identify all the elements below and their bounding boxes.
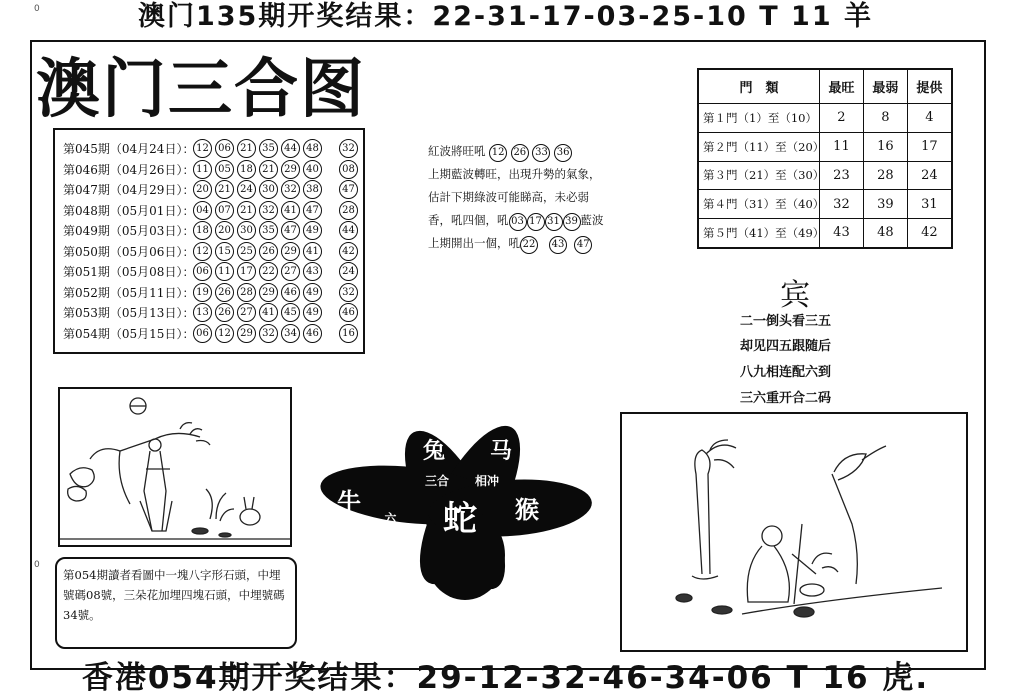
history-number: 26 [215,283,234,302]
history-number: 41 [303,242,322,261]
zodiac-trine-label: 三合 [425,474,450,488]
history-row [63,179,361,200]
history-number: 27 [237,303,256,322]
door-value-cell: 28 [863,161,907,190]
advice-line-5 [428,232,648,255]
poem-line: 二一倒头看三五 [740,314,832,329]
history-number: 06 [193,324,212,343]
advice-line-2: 上期藍波轉旺，出現升勢的氣象， [428,167,601,181]
history-number: 11 [193,160,212,179]
history-special-number: 46 [339,303,358,322]
advice-num: 43 [549,236,567,254]
history-row [63,282,361,303]
door-value-cell: 24 [907,161,952,190]
corner-mark-left: 0 [34,560,40,570]
history-row [63,138,361,159]
history-number: 06 [215,139,234,158]
history-row-label: 第052期（05月11日）： [63,285,195,300]
history-number: 21 [237,139,256,158]
history-number: 21 [259,160,278,179]
history-number: 11 [215,262,234,281]
history-special-number: 42 [339,242,358,261]
advice-line-4 [428,209,648,232]
door-value-cell: 8 [863,104,907,133]
history-number: 15 [215,242,234,261]
door-range-cell: 第１門（1）至（10） [698,104,820,133]
history-number: 49 [303,221,322,240]
history-special-number: 24 [339,262,358,281]
door-range-cell: 第４門（31）至（40） [698,190,820,219]
history-row-label: 第045期（04月24日）： [63,142,195,156]
history-number: 44 [281,139,300,158]
advice-num: 26 [511,144,529,162]
door-value-cell: 43 [820,218,864,248]
door-value-cell: 17 [907,132,952,161]
advice-block [428,140,648,255]
history-row [63,302,361,323]
history-number: 29 [281,242,300,261]
history-number: 46 [281,283,300,302]
history-row-label: 第049期（05月03日）： [63,224,195,238]
history-row-label: 第051期（05月08日）： [63,265,195,279]
history-number: 19 [193,283,212,302]
door-value-cell: 16 [863,132,907,161]
reader-note-box [55,557,297,649]
history-number: 07 [215,201,234,220]
door-value-cell: 39 [863,190,907,219]
door-table-row [698,190,952,219]
reader-note: 第054期讀者看圖中一塊八字形石頭，中埋號碼08號，三朵花加埋四塊石頭，中埋號碼34號。 [63,568,285,622]
history-number: 35 [259,221,278,240]
history-row-label: 第046期（04月26日）： [63,162,195,177]
history-number: 41 [259,303,278,322]
history-number: 40 [303,160,322,179]
history-special-number: 47 [339,180,358,199]
history-number: 25 [237,242,256,261]
advice-line-3: 估計下期綠波可能睇高，未必弱 [428,190,589,204]
zodiac-horse: 马 [490,439,513,464]
history-number: 32 [281,180,300,199]
illustration-child-trees-drawing [622,414,966,650]
history-number: 49 [303,283,322,302]
door-value-cell: 4 [907,104,952,133]
history-number: 20 [193,180,212,199]
footer-result: 香港054期开奖结果：29-12-32-46-34-06 T 16 虎. [81,660,930,696]
advice-line-4-suffix: 藍波 [580,213,604,227]
poem-line: 却见四五跟随后 [740,339,832,354]
history-row [63,241,361,262]
advice-line-4-text: 香，吼四個，吼 [428,213,509,227]
door-table-header-cell: 最旺 [820,69,864,104]
history-number: 18 [193,221,212,240]
history-number: 21 [237,201,256,220]
advice-num: 39 [563,213,581,231]
zodiac-monkey: 猴 [515,496,539,524]
advice-num: 22 [520,236,538,254]
history-number: 32 [259,201,278,220]
history-row-label: 第053期（05月13日）： [63,306,195,320]
history-number: 04 [193,201,212,220]
history-number: 21 [215,180,234,199]
door-table-header [698,69,952,104]
door-table-header-cell: 門 類 [698,69,820,104]
door-table-header-cell: 最弱 [863,69,907,104]
history-row [63,159,361,180]
advice-num: 33 [532,144,550,162]
door-value-cell: 48 [863,218,907,248]
history-number: 20 [215,221,234,240]
history-special-number: 44 [339,221,358,240]
door-table-row [698,218,952,248]
door-value-cell: 23 [820,161,864,190]
advice-line-1 [428,140,648,163]
history-number: 45 [281,303,300,322]
history-number: 12 [193,139,212,158]
history-row [63,220,361,241]
history-number: 13 [193,303,212,322]
history-number: 12 [215,324,234,343]
illustration-girl-rabbit [58,387,292,547]
illustration-child-trees [620,412,968,652]
door-range-cell: 第３門（21）至（30） [698,161,820,190]
zodiac-ox: 牛 [337,488,361,516]
door-table-header-cell: 提供 [907,69,952,104]
advice-num: 47 [574,236,592,254]
history-row-label: 第054期（05月15日）： [63,326,195,341]
history-number: 46 [303,324,322,343]
history-row-label: 第050期（05月06日）： [63,244,195,259]
history-number: 29 [237,324,256,343]
history-special-number: 32 [339,283,358,302]
poem-title: 宾 [780,278,810,313]
door-range-cell: 第２門（11）至（20） [698,132,820,161]
advice-line-1-text: 紅波將旺吼 [428,144,486,158]
history-number: 41 [281,201,300,220]
door-value-cell: 31 [907,190,952,219]
door-value-cell: 32 [820,190,864,219]
door-value-cell: 42 [907,218,952,248]
zodiac-clash-label: 相冲 [475,474,500,488]
history-special-number: 32 [339,139,358,158]
door-table-row [698,104,952,133]
advice-num: 17 [527,213,545,231]
history-number: 38 [303,180,322,199]
history-number: 47 [281,221,300,240]
illustration-girl-rabbit-drawing [60,389,290,545]
history-row [63,323,361,344]
zodiac-flower [315,390,595,600]
history-number: 35 [259,139,278,158]
history-number: 06 [193,262,212,281]
history-special-number: 16 [339,324,358,343]
door-value-cell: 11 [820,132,864,161]
header-result: 澳门135期开奖结果：22-31-17-03-25-10 T 11 羊 [137,1,874,32]
history-number: 32 [259,324,278,343]
history-number: 26 [215,303,234,322]
door-value-cell: 2 [820,104,864,133]
history-special-number: 08 [339,160,358,179]
zodiac-snake: 蛇 [443,499,477,539]
history-number: 17 [237,262,256,281]
corner-mark-top: 0 [34,4,40,14]
history-number: 29 [259,283,278,302]
history-number: 49 [303,303,322,322]
history-special-number: 28 [339,201,358,220]
history-number: 18 [237,160,256,179]
history-number: 30 [259,180,278,199]
history-number: 22 [259,262,278,281]
advice-line-5-text: 上期開出一個，吼 [428,236,520,250]
history-number: 47 [303,201,322,220]
history-number: 48 [303,139,322,158]
history-number: 26 [259,242,278,261]
history-box [53,128,365,354]
history-row [63,261,361,282]
door-table [697,68,953,249]
history-row-label: 第048期（05月01日）： [63,203,195,218]
history-number: 12 [193,242,212,261]
zodiac-rabbit: 兔 [423,439,446,464]
history-number: 05 [215,160,234,179]
history-number: 27 [281,262,300,281]
door-table-row [698,161,952,190]
poem-line: 八九相连配六到 [740,365,832,380]
advice-num: 03 [509,213,527,231]
history-number: 29 [281,160,300,179]
poem-line: 三六重开合二码 [740,391,832,406]
history-number: 30 [237,221,256,240]
advice-num: 36 [554,144,572,162]
history-number: 28 [237,283,256,302]
door-range-cell: 第５門（41）至（49） [698,218,820,248]
history-number: 43 [303,262,322,281]
history-row-label: 第047期（04月29日）： [63,183,195,197]
history-row [63,200,361,221]
history-number: 34 [281,324,300,343]
door-table-row [698,132,952,161]
advice-num: 31 [545,213,563,231]
zodiac-sixfold-label: 六合 [383,512,397,536]
page-title: 澳门三合图 [36,53,366,127]
advice-num: 12 [489,144,507,162]
history-number: 24 [237,180,256,199]
